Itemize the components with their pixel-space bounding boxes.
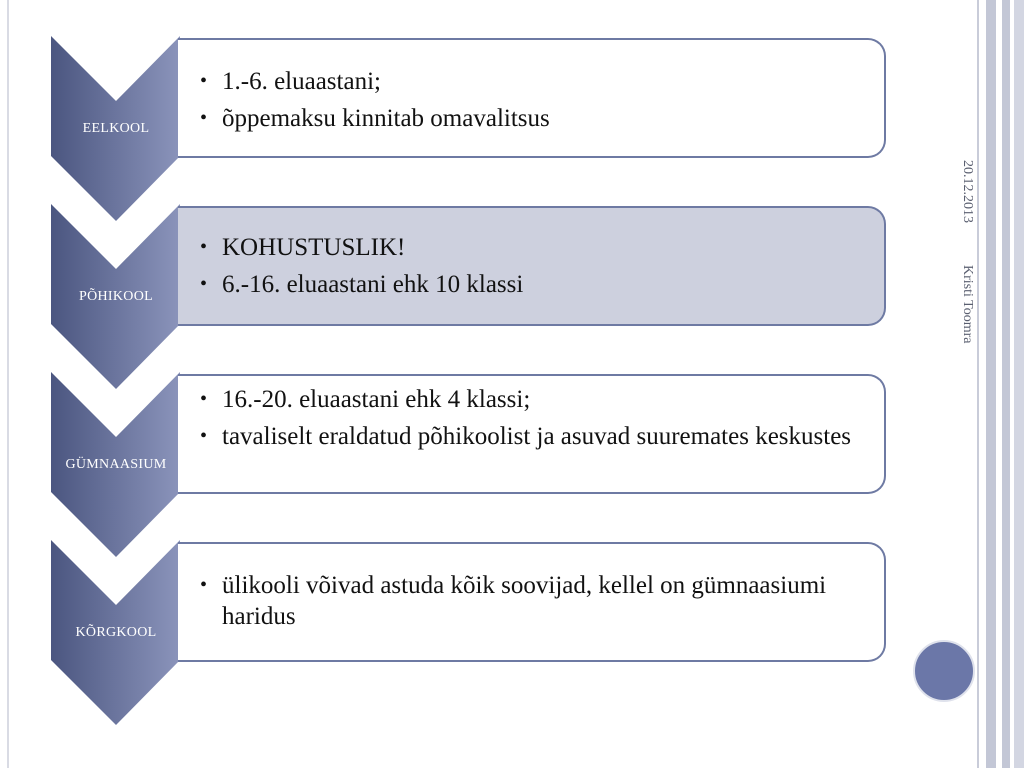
stage-korgkool [0,540,900,660]
stage-label: PÕHIKOOL [79,289,153,304]
bullet-item: • 16.-20. eluaastani ehk 4 klassi; [200,386,531,413]
side-footer [951,160,975,400]
bullet-icon: • [200,425,208,447]
frame-stripe [986,0,996,768]
frame-stripe [1002,0,1010,768]
bullet-icon: • [200,388,208,410]
bullet-item: • 1.-6. eluaastani; [200,68,381,95]
bullet-item: • tavaliselt eraldatud põhikoolist ja asuvad suuremates keskustes [200,423,852,450]
bullet-icon: • [200,107,208,129]
bullet-icon: • [200,236,208,258]
slide-author: Kristi Toomra [960,264,975,343]
bullet-item: • õppemaksu kinnitab omavalitsus [200,105,550,132]
decorative-circle [913,640,975,702]
stage-gumnaasium [0,372,900,492]
bullet-list [200,66,868,140]
stage-eelkool [0,36,900,156]
stage-pohikool [0,204,900,324]
bullet-item: • ülikooli võivad astuda kõik soovijad, kellel on gümnaasiumi haridus [200,572,827,630]
frame-stripe [977,0,979,768]
bullet-item: • KOHUSTUSLIK! [200,234,406,261]
stage-label: EELKOOL [82,121,150,136]
frame-stripe [1014,0,1024,768]
stage-label: KÕRGKOOL [75,625,157,640]
bullet-icon: • [200,70,208,92]
stage-content-box [178,38,886,158]
bullet-icon: • [200,273,208,295]
bullet-list [200,384,868,458]
bullet-item: • 6.-16. eluaastani ehk 10 klassi [200,271,524,298]
bullet-icon: • [200,574,208,596]
bullet-list [200,232,868,306]
bullet-list [200,570,868,638]
stage-label: GÜMNAASIUM [65,457,167,472]
slide-date: 20.12.2013 [960,160,975,223]
stage-content-box [178,374,886,494]
stage-content-box [178,206,886,326]
stage-content-box [178,542,886,662]
